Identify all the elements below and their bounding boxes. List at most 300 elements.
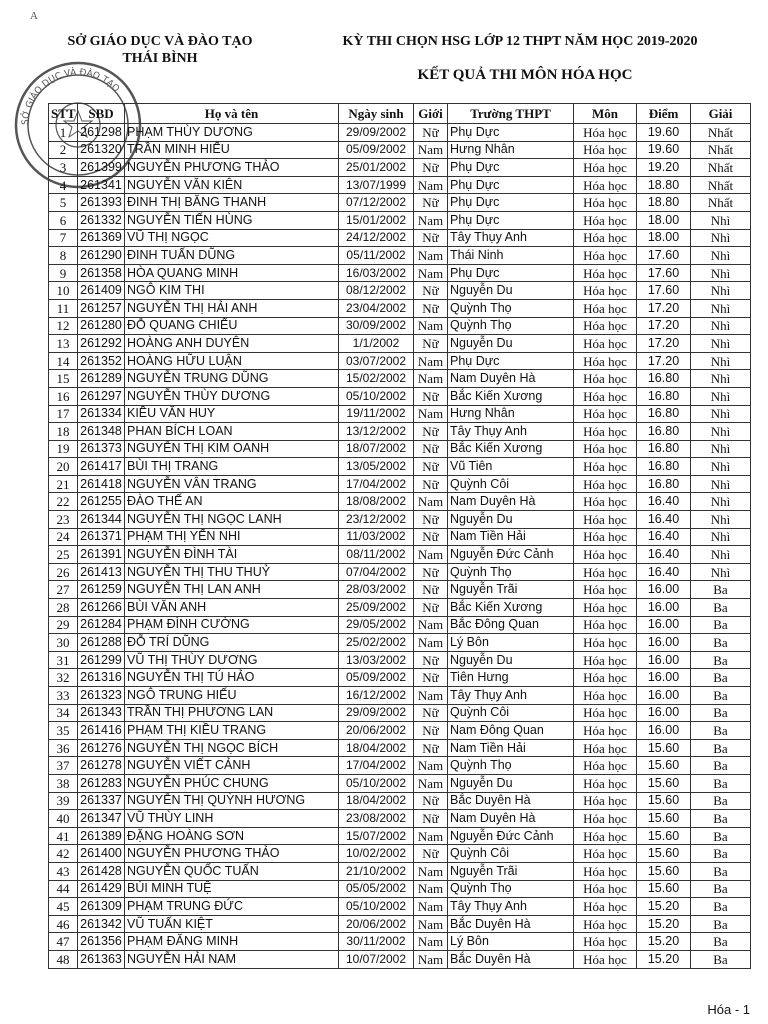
- cell-sbd: 261280: [78, 317, 125, 335]
- cell-award: Ba: [691, 687, 751, 705]
- cell-subject: Hóa học: [574, 563, 637, 581]
- cell-name: VŨ TUẤN KIỆT: [125, 915, 339, 933]
- cell-award: Nhì: [691, 211, 751, 229]
- cell-name: VŨ THỊ THÙY DƯƠNG: [125, 651, 339, 669]
- table-row: [49, 387, 751, 405]
- cell-school: Tây Thụy Anh: [448, 898, 574, 916]
- cell-award: Ba: [691, 651, 751, 669]
- cell-dob: 18/07/2002: [339, 440, 414, 458]
- cell-sbd: 261363: [78, 950, 125, 968]
- cell-subject: Hóa học: [574, 335, 637, 353]
- cell-gender: Nữ: [414, 475, 448, 493]
- department-province: THÁI BÌNH: [122, 51, 198, 66]
- table-row: [49, 317, 751, 335]
- cell-school: Phụ Dực: [448, 194, 574, 212]
- cell-stt: 43: [49, 862, 78, 880]
- cell-award: Ba: [691, 898, 751, 916]
- cell-score: 16.80: [637, 387, 691, 405]
- cell-name: NGUYỄN TRUNG DŨNG: [125, 370, 339, 388]
- cell-dob: 05/11/2002: [339, 247, 414, 265]
- cell-name: NGÔ TRUNG HIẾU: [125, 687, 339, 705]
- cell-gender: Nữ: [414, 651, 448, 669]
- cell-school: Nam Duyên Hà: [448, 810, 574, 828]
- cell-name: NGUYỄN THỊ TÚ HẢO: [125, 669, 339, 687]
- cell-gender: Nam: [414, 933, 448, 951]
- cell-subject: Hóa học: [574, 317, 637, 335]
- cell-dob: 10/07/2002: [339, 950, 414, 968]
- cell-sbd: 261409: [78, 282, 125, 300]
- cell-school: Nam Duyên Hà: [448, 493, 574, 511]
- cell-award: Ba: [691, 581, 751, 599]
- cell-score: 17.20: [637, 335, 691, 353]
- cell-gender: Nam: [414, 616, 448, 634]
- cell-name: NGUYỄN THỊ HẢI ANH: [125, 299, 339, 317]
- cell-school: Hưng Nhân: [448, 405, 574, 423]
- cell-sbd: 261343: [78, 704, 125, 722]
- cell-subject: Hóa học: [574, 247, 637, 265]
- cell-sbd: 261278: [78, 757, 125, 775]
- cell-gender: Nam: [414, 880, 448, 898]
- col-header-score: Điểm: [637, 104, 691, 124]
- cell-sbd: 261393: [78, 194, 125, 212]
- cell-score: 17.20: [637, 299, 691, 317]
- cell-stt: 10: [49, 282, 78, 300]
- cell-name: ĐỖ QUANG CHIẾU: [125, 317, 339, 335]
- cell-school: Phụ Dực: [448, 352, 574, 370]
- cell-name: NGUYỄN THÙY DƯƠNG: [125, 387, 339, 405]
- cell-dob: 18/04/2002: [339, 792, 414, 810]
- cell-award: Nhì: [691, 493, 751, 511]
- cell-gender: Nam: [414, 757, 448, 775]
- cell-name: NGUYỄN THỊ NGỌC LANH: [125, 511, 339, 529]
- cell-gender: Nam: [414, 687, 448, 705]
- cell-dob: 29/09/2002: [339, 704, 414, 722]
- cell-score: 16.80: [637, 458, 691, 476]
- cell-score: 17.20: [637, 352, 691, 370]
- cell-school: Nguyễn Du: [448, 774, 574, 792]
- cell-name: ĐỖ TRÍ DŨNG: [125, 634, 339, 652]
- col-header-gender: Giới: [414, 104, 448, 124]
- cell-dob: 13/07/1999: [339, 176, 414, 194]
- cell-award: Ba: [691, 810, 751, 828]
- cell-sbd: 261259: [78, 581, 125, 599]
- cell-award: Ba: [691, 634, 751, 652]
- cell-score: 15.60: [637, 792, 691, 810]
- table-row: [49, 141, 751, 159]
- cell-sbd: 261332: [78, 211, 125, 229]
- cell-dob: 05/10/2002: [339, 774, 414, 792]
- cell-score: 15.20: [637, 915, 691, 933]
- cell-score: 15.60: [637, 862, 691, 880]
- cell-school: Bắc Duyên Hà: [448, 792, 574, 810]
- table-row: [49, 722, 751, 740]
- cell-school: Lý Bôn: [448, 933, 574, 951]
- cell-name: NGUYỄN VIẾT CẢNH: [125, 757, 339, 775]
- cell-score: 15.20: [637, 898, 691, 916]
- table-row: [49, 370, 751, 388]
- cell-name: ĐINH TUẤN DŨNG: [125, 247, 339, 265]
- table-row: [49, 704, 751, 722]
- cell-name: VŨ THỊ NGỌC: [125, 229, 339, 247]
- cell-subject: Hóa học: [574, 546, 637, 564]
- table-row: [49, 599, 751, 617]
- cell-stt: 35: [49, 722, 78, 740]
- cell-name: ĐINH THỊ BĂNG THANH: [125, 194, 339, 212]
- cell-gender: Nữ: [414, 458, 448, 476]
- cell-stt: 21: [49, 475, 78, 493]
- cell-dob: 07/04/2002: [339, 563, 414, 581]
- cell-subject: Hóa học: [574, 862, 637, 880]
- cell-sbd: 261266: [78, 599, 125, 617]
- cell-gender: Nữ: [414, 159, 448, 177]
- cell-sbd: 261323: [78, 687, 125, 705]
- cell-name: BÙI THỊ TRANG: [125, 458, 339, 476]
- table-row: [49, 739, 751, 757]
- cell-gender: Nữ: [414, 423, 448, 441]
- cell-dob: 23/12/2002: [339, 511, 414, 529]
- cell-stt: 31: [49, 651, 78, 669]
- cell-stt: 5: [49, 194, 78, 212]
- cell-stt: 27: [49, 581, 78, 599]
- cell-dob: 25/09/2002: [339, 599, 414, 617]
- table-row: [49, 810, 751, 828]
- cell-sbd: 261288: [78, 634, 125, 652]
- table-row: [49, 229, 751, 247]
- cell-award: Ba: [691, 669, 751, 687]
- cell-subject: Hóa học: [574, 599, 637, 617]
- table-row: [49, 493, 751, 511]
- cell-subject: Hóa học: [574, 299, 637, 317]
- cell-stt: 13: [49, 335, 78, 353]
- cell-school: Bắc Kiến Xương: [448, 387, 574, 405]
- cell-gender: Nữ: [414, 335, 448, 353]
- cell-school: Tây Thụy Anh: [448, 687, 574, 705]
- cell-dob: 1/1/2002: [339, 335, 414, 353]
- cell-sbd: 261429: [78, 880, 125, 898]
- table-row: [49, 915, 751, 933]
- cell-gender: Nam: [414, 264, 448, 282]
- table-row: [49, 880, 751, 898]
- cell-subject: Hóa học: [574, 792, 637, 810]
- cell-subject: Hóa học: [574, 440, 637, 458]
- cell-dob: 15/01/2002: [339, 211, 414, 229]
- cell-award: Nhì: [691, 352, 751, 370]
- cell-sbd: 261369: [78, 229, 125, 247]
- cell-name: PHẠM ĐÌNH CƯỜNG: [125, 616, 339, 634]
- cell-sbd: 261348: [78, 423, 125, 441]
- cell-sbd: 261299: [78, 651, 125, 669]
- cell-dob: 25/01/2002: [339, 159, 414, 177]
- cell-subject: Hóa học: [574, 722, 637, 740]
- cell-name: PHẠM ĐĂNG MINH: [125, 933, 339, 951]
- cell-gender: Nam: [414, 898, 448, 916]
- cell-school: Quỳnh Thọ: [448, 563, 574, 581]
- cell-name: BÙI VĂN ANH: [125, 599, 339, 617]
- cell-award: Ba: [691, 704, 751, 722]
- cell-gender: Nữ: [414, 810, 448, 828]
- cell-gender: Nam: [414, 317, 448, 335]
- cell-award: Ba: [691, 722, 751, 740]
- cell-award: Nhì: [691, 511, 751, 529]
- cell-subject: Hóa học: [574, 229, 637, 247]
- cell-subject: Hóa học: [574, 475, 637, 493]
- cell-name: NGUYỄN THỊ QUỲNH HƯƠNG: [125, 792, 339, 810]
- cell-subject: Hóa học: [574, 423, 637, 441]
- cell-sbd: 261347: [78, 810, 125, 828]
- cell-gender: Nữ: [414, 722, 448, 740]
- cell-score: 17.60: [637, 247, 691, 265]
- cell-sbd: 261371: [78, 528, 125, 546]
- table-row: [49, 475, 751, 493]
- cell-stt: 38: [49, 774, 78, 792]
- cell-award: Nhì: [691, 563, 751, 581]
- cell-subject: Hóa học: [574, 511, 637, 529]
- cell-stt: 12: [49, 317, 78, 335]
- cell-name: NGUYỄN HẢI NAM: [125, 950, 339, 968]
- cell-dob: 07/12/2002: [339, 194, 414, 212]
- table-row: [49, 862, 751, 880]
- cell-score: 15.60: [637, 739, 691, 757]
- cell-school: Nguyễn Du: [448, 335, 574, 353]
- cell-gender: Nữ: [414, 299, 448, 317]
- cell-award: Ba: [691, 599, 751, 617]
- cell-stt: 24: [49, 528, 78, 546]
- cell-dob: 13/03/2002: [339, 651, 414, 669]
- cell-sbd: 261309: [78, 898, 125, 916]
- col-header-award: Giải: [691, 104, 751, 124]
- cell-score: 16.00: [637, 687, 691, 705]
- cell-sbd: 261289: [78, 370, 125, 388]
- cell-subject: Hóa học: [574, 159, 637, 177]
- cell-subject: Hóa học: [574, 687, 637, 705]
- table-row: [49, 546, 751, 564]
- cell-school: Bắc Kiến Xương: [448, 440, 574, 458]
- cell-sbd: 261337: [78, 792, 125, 810]
- table-row: [49, 757, 751, 775]
- cell-stt: 33: [49, 687, 78, 705]
- cell-sbd: 261316: [78, 669, 125, 687]
- cell-stt: 17: [49, 405, 78, 423]
- table-row: [49, 845, 751, 863]
- cell-name: NGUYỄN THỊ KIM OANH: [125, 440, 339, 458]
- cell-sbd: 261356: [78, 933, 125, 951]
- cell-sbd: 261342: [78, 915, 125, 933]
- cell-dob: 11/03/2002: [339, 528, 414, 546]
- cell-dob: 13/05/2002: [339, 458, 414, 476]
- cell-school: Nam Tiền Hải: [448, 528, 574, 546]
- cell-gender: Nữ: [414, 792, 448, 810]
- cell-award: Nhì: [691, 299, 751, 317]
- cell-score: 16.00: [637, 599, 691, 617]
- cell-name: PHẠM THỊ YẾN NHI: [125, 528, 339, 546]
- cell-sbd: 261417: [78, 458, 125, 476]
- cell-dob: 05/09/2002: [339, 141, 414, 159]
- cell-subject: Hóa học: [574, 211, 637, 229]
- cell-gender: Nữ: [414, 528, 448, 546]
- cell-sbd: 261373: [78, 440, 125, 458]
- cell-stt: 40: [49, 810, 78, 828]
- cell-stt: 8: [49, 247, 78, 265]
- cell-stt: 37: [49, 757, 78, 775]
- cell-school: Quỳnh Thọ: [448, 317, 574, 335]
- cell-school: Quỳnh Thọ: [448, 880, 574, 898]
- cell-subject: Hóa học: [574, 282, 637, 300]
- cell-dob: 08/11/2002: [339, 546, 414, 564]
- table-row: [49, 898, 751, 916]
- cell-award: Nhì: [691, 528, 751, 546]
- cell-gender: Nữ: [414, 229, 448, 247]
- cell-sbd: 261290: [78, 247, 125, 265]
- cell-score: 19.20: [637, 159, 691, 177]
- cell-score: 15.60: [637, 757, 691, 775]
- cell-school: Phụ Dực: [448, 159, 574, 177]
- cell-dob: 20/06/2002: [339, 915, 414, 933]
- seal-text: SỞ GIÁO DỤC VÀ ĐÀO TẠO: [20, 67, 121, 126]
- cell-sbd: 261297: [78, 387, 125, 405]
- cell-stt: 25: [49, 546, 78, 564]
- cell-sbd: 261389: [78, 827, 125, 845]
- cell-score: 16.40: [637, 563, 691, 581]
- cell-school: Bắc Kiến Xương: [448, 599, 574, 617]
- cell-name: NGUYỄN PHƯƠNG THẢO: [125, 159, 339, 177]
- cell-stt: 46: [49, 915, 78, 933]
- cell-dob: 03/07/2002: [339, 352, 414, 370]
- cell-score: 16.40: [637, 511, 691, 529]
- cell-award: Ba: [691, 739, 751, 757]
- cell-dob: 29/09/2002: [339, 124, 414, 142]
- cell-stt: 11: [49, 299, 78, 317]
- cell-dob: 10/02/2002: [339, 845, 414, 863]
- cell-school: Quỳnh Côi: [448, 845, 574, 863]
- cell-score: 15.60: [637, 774, 691, 792]
- cell-award: Ba: [691, 774, 751, 792]
- cell-gender: Nam: [414, 862, 448, 880]
- cell-subject: Hóa học: [574, 458, 637, 476]
- col-header-school: Trường THPT: [448, 104, 574, 124]
- cell-dob: 16/03/2002: [339, 264, 414, 282]
- results-subtitle: KẾT QUẢ THI MÔN HÓA HỌC: [417, 67, 633, 83]
- cell-school: Nam Tiền Hải: [448, 739, 574, 757]
- cell-name: BÙI MINH TUỆ: [125, 880, 339, 898]
- cell-sbd: 261428: [78, 862, 125, 880]
- cell-sbd: 261257: [78, 299, 125, 317]
- cell-stt: 28: [49, 599, 78, 617]
- cell-school: Tây Thụy Anh: [448, 229, 574, 247]
- cell-school: Tiên Hưng: [448, 669, 574, 687]
- cell-sbd: 261400: [78, 845, 125, 863]
- cell-school: Vũ Tiên: [448, 458, 574, 476]
- cell-stt: 22: [49, 493, 78, 511]
- cell-stt: 7: [49, 229, 78, 247]
- cell-sbd: 261352: [78, 352, 125, 370]
- cell-dob: 25/02/2002: [339, 634, 414, 652]
- table-row: [49, 194, 751, 212]
- cell-subject: Hóa học: [574, 370, 637, 388]
- cell-dob: 20/06/2002: [339, 722, 414, 740]
- cell-stt: 14: [49, 352, 78, 370]
- cell-name: VŨ THÙY LINH: [125, 810, 339, 828]
- cell-stt: 39: [49, 792, 78, 810]
- cell-school: Thái Ninh: [448, 247, 574, 265]
- cell-dob: 17/04/2002: [339, 475, 414, 493]
- cell-dob: 15/02/2002: [339, 370, 414, 388]
- cell-award: Nhì: [691, 440, 751, 458]
- table-row: [49, 563, 751, 581]
- cell-school: Nguyễn Du: [448, 651, 574, 669]
- cell-dob: 05/10/2002: [339, 898, 414, 916]
- cell-gender: Nữ: [414, 124, 448, 142]
- cell-sbd: 261320: [78, 141, 125, 159]
- cell-school: Nguyễn Đức Cảnh: [448, 546, 574, 564]
- cell-gender: Nữ: [414, 581, 448, 599]
- cell-name: ĐÀO THẾ AN: [125, 493, 339, 511]
- cell-school: Hưng Nhân: [448, 141, 574, 159]
- cell-sbd: 261284: [78, 616, 125, 634]
- table-row: [49, 687, 751, 705]
- cell-sbd: 261255: [78, 493, 125, 511]
- table-row: [49, 423, 751, 441]
- cell-gender: Nam: [414, 141, 448, 159]
- cell-subject: Hóa học: [574, 739, 637, 757]
- cell-score: 18.00: [637, 229, 691, 247]
- cell-stt: 9: [49, 264, 78, 282]
- cell-school: Phụ Dực: [448, 176, 574, 194]
- cell-stt: 32: [49, 669, 78, 687]
- cell-subject: Hóa học: [574, 757, 637, 775]
- cell-subject: Hóa học: [574, 898, 637, 916]
- cell-award: Nhì: [691, 458, 751, 476]
- table-row: [49, 282, 751, 300]
- cell-award: Nhì: [691, 335, 751, 353]
- cell-subject: Hóa học: [574, 933, 637, 951]
- cell-school: Tây Thụy Anh: [448, 423, 574, 441]
- table-row: [49, 827, 751, 845]
- cell-award: Ba: [691, 950, 751, 968]
- cell-school: Nguyễn Du: [448, 511, 574, 529]
- cell-school: Phụ Dực: [448, 124, 574, 142]
- cell-name: NGUYỄN QUỐC TUẤN: [125, 862, 339, 880]
- cell-award: Nhất: [691, 194, 751, 212]
- col-header-sbd: SBD: [78, 104, 125, 124]
- cell-award: Nhất: [691, 159, 751, 177]
- cell-name: PHẠM THÙY DƯƠNG: [125, 124, 339, 142]
- cell-name: HOÀNG ANH DUYÊN: [125, 335, 339, 353]
- cell-gender: Nữ: [414, 704, 448, 722]
- cell-award: Nhất: [691, 176, 751, 194]
- cell-award: Ba: [691, 757, 751, 775]
- cell-score: 16.80: [637, 405, 691, 423]
- cell-score: 17.20: [637, 317, 691, 335]
- cell-award: Nhì: [691, 282, 751, 300]
- cell-name: NGÔ KIM THI: [125, 282, 339, 300]
- cell-name: PHẠM TRUNG ĐỨC: [125, 898, 339, 916]
- cell-award: Nhì: [691, 317, 751, 335]
- cell-subject: Hóa học: [574, 634, 637, 652]
- cell-gender: Nam: [414, 211, 448, 229]
- cell-name: PHAN BÍCH LOAN: [125, 423, 339, 441]
- table-row: [49, 159, 751, 177]
- cell-school: Bắc Duyên Hà: [448, 950, 574, 968]
- cell-award: Nhì: [691, 387, 751, 405]
- cell-award: Ba: [691, 933, 751, 951]
- cell-stt: 44: [49, 880, 78, 898]
- cell-score: 15.60: [637, 810, 691, 828]
- cell-dob: 23/04/2002: [339, 299, 414, 317]
- cell-dob: 30/11/2002: [339, 933, 414, 951]
- cell-score: 16.00: [637, 616, 691, 634]
- table-row: [49, 124, 751, 142]
- cell-school: Lý Bôn: [448, 634, 574, 652]
